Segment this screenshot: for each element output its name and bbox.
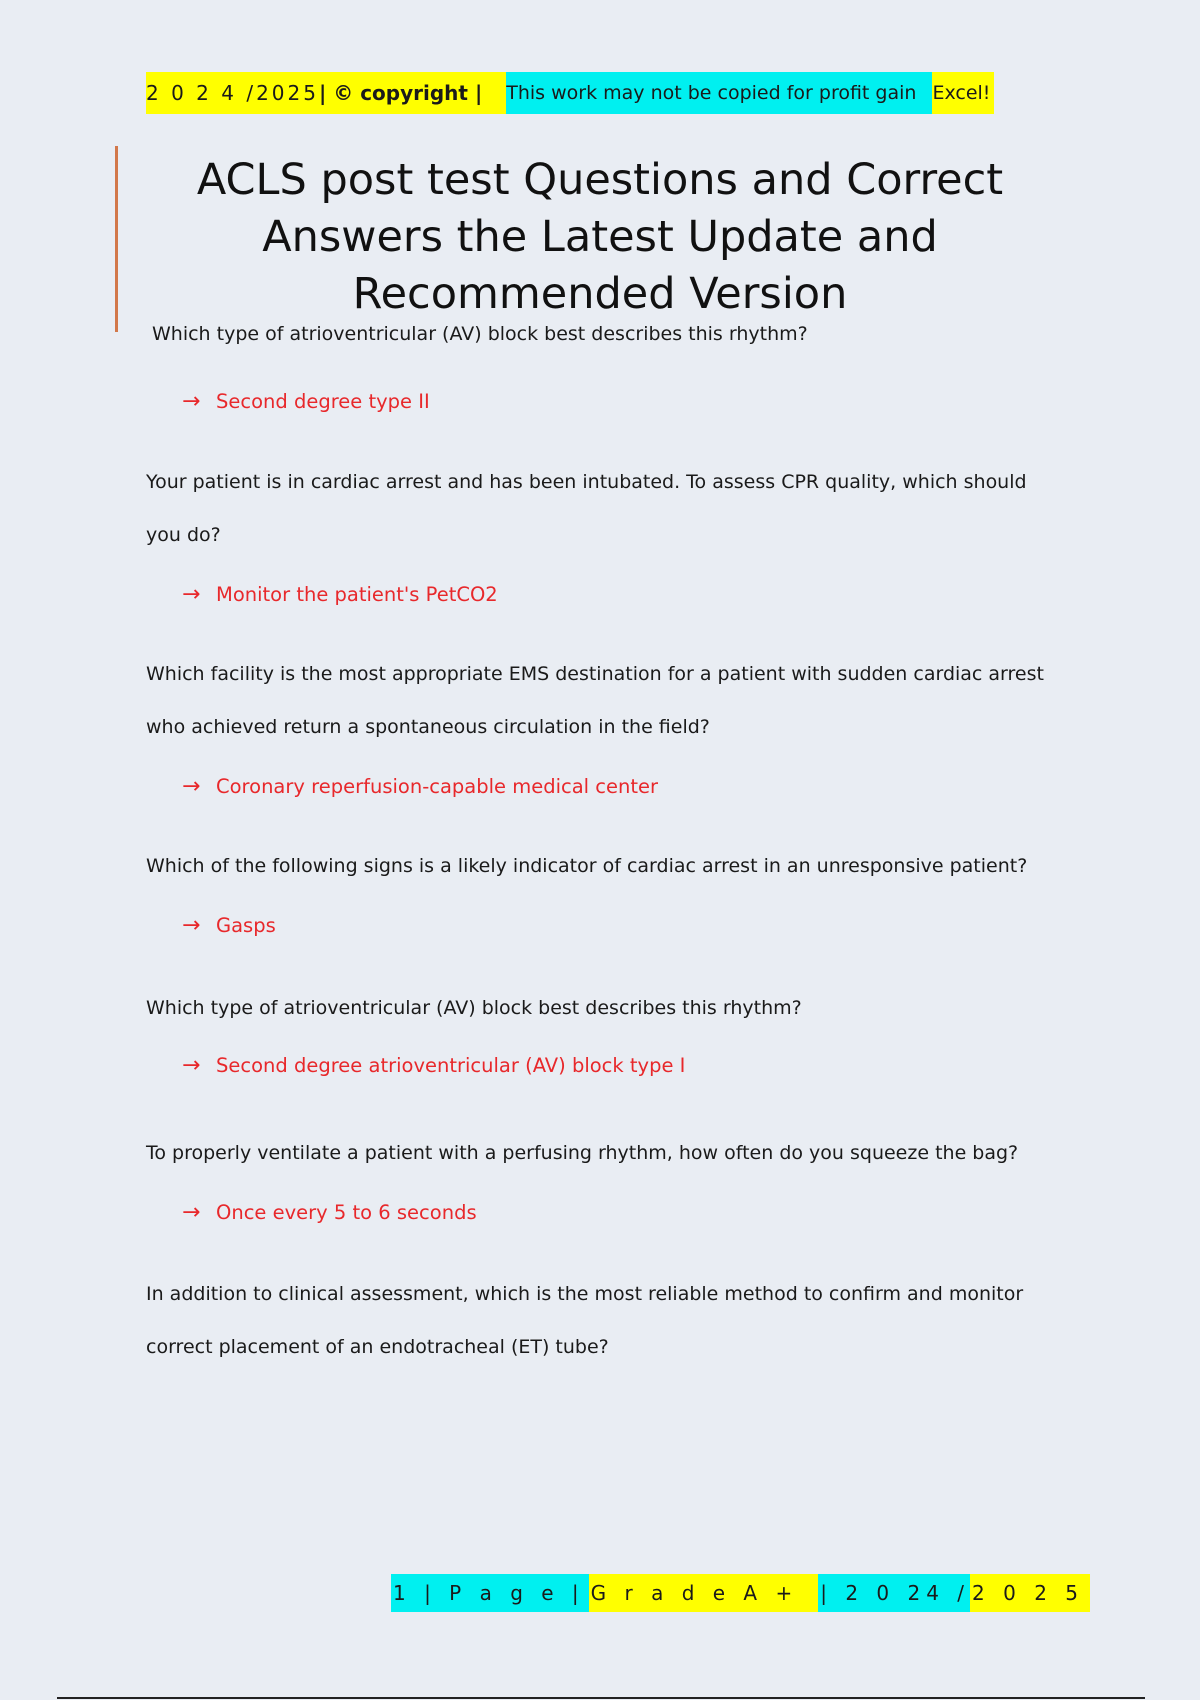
header-banner	[146, 72, 994, 114]
footer-banner	[391, 1574, 1090, 1612]
qa-list	[146, 323, 1046, 1374]
header-year: 2 0 2 4 /2025	[146, 72, 319, 114]
arrow-right-icon: →	[182, 773, 201, 799]
document-title: ACLS post test Questions and Correct Answers the Latest Update and Recommended Version	[196, 155, 1004, 319]
answer-text: Second degree type II	[216, 389, 430, 413]
question-text: Which facility is the most appropriate EMS destination for a patient with sudden cardiac arrest who achieved return a spontaneous circulation in the field?	[146, 663, 1044, 738]
header-copyright: | © copyright |	[319, 72, 506, 114]
answer-text: Coronary reperfusion-capable medical center	[216, 774, 659, 798]
qa-item	[146, 1268, 1046, 1374]
answer-row	[182, 905, 1046, 945]
qa-item	[146, 982, 1046, 1085]
footer-page-number: 1 | P a g e |	[391, 1574, 589, 1612]
qa-item	[146, 456, 1046, 614]
footer-year-start: | 2 0 24 /	[818, 1574, 970, 1612]
arrow-right-icon: →	[182, 1052, 201, 1078]
answer-text: Once every 5 to 6 seconds	[216, 1200, 477, 1224]
header-notice: This work may not be copied for profit gain	[506, 72, 932, 114]
title-accent-rule	[115, 146, 118, 332]
answer-row	[182, 1045, 1046, 1085]
qa-item	[146, 1127, 1046, 1232]
question-text: To properly ventilate a patient with a perfusing rhythm, how often do you squeeze the bag?	[146, 1142, 1019, 1164]
header-excel: Excel!	[932, 72, 994, 114]
answer-text: Gasps	[216, 913, 276, 937]
answer-row	[182, 766, 1046, 806]
arrow-right-icon: →	[182, 388, 201, 414]
arrow-right-icon: →	[182, 581, 201, 607]
qa-item	[146, 840, 1046, 945]
question-text: Which type of atrioventricular (AV) block best describes this rhythm?	[146, 997, 802, 1019]
question-text: Your patient is in cardiac arrest and has been intubated. To assess CPR quality, which should you do?	[146, 471, 1027, 546]
answer-text: Monitor the patient's PetCO2	[216, 582, 498, 606]
footer-grade: G r a d e A +	[589, 1574, 819, 1612]
question-text: Which type of atrioventricular (AV) block best describes this rhythm?	[152, 323, 808, 345]
arrow-right-icon: →	[182, 1199, 201, 1225]
answer-row	[182, 381, 1046, 421]
answer-text: Second degree atrioventricular (AV) block type I	[216, 1053, 686, 1077]
question-text: Which of the following signs is a likely indicator of cardiac arrest in an unresponsive patient?	[146, 855, 1028, 877]
qa-item	[146, 648, 1046, 806]
answer-row	[182, 574, 1046, 614]
arrow-right-icon: →	[182, 912, 201, 938]
qa-item	[146, 308, 1046, 421]
page-bottom-rule	[57, 1697, 1145, 1699]
question-text: In addition to clinical assessment, which is the most reliable method to confirm and monitor correct placement of an endotracheal (ET) tube?	[146, 1283, 1024, 1358]
answer-row	[182, 1192, 1046, 1232]
footer-year-end: 2 0 2 5	[970, 1574, 1090, 1612]
